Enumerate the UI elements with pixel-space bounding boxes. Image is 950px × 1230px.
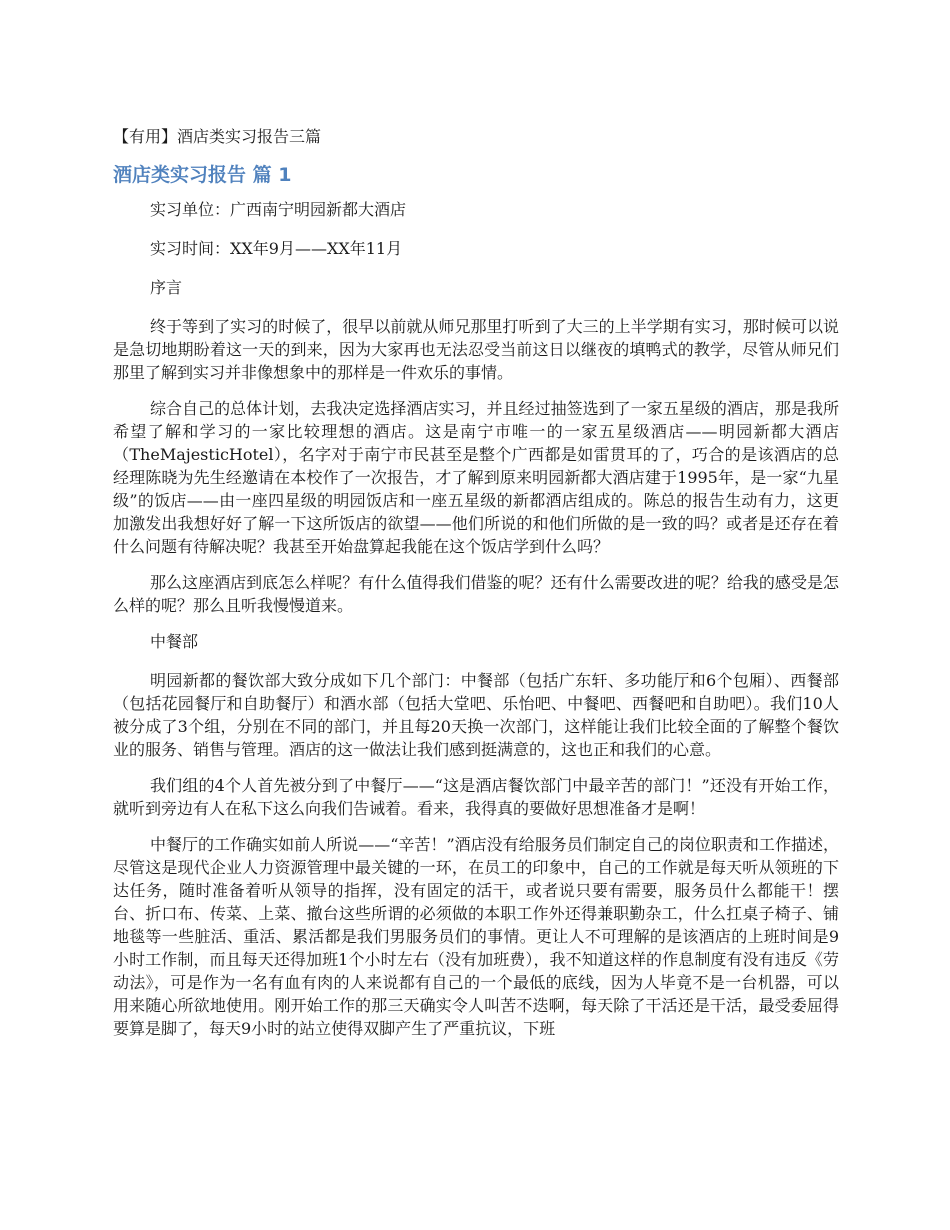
paragraph-body: 综合自己的总体计划，去我决定选择酒店实习，并且经过抽签选到了一家五星级的酒店，那是我所希望了解和学习的一家比较理想的酒店。这是南宁市唯一的一家五星级酒店——明园新都大酒店（TheMajesticHotel），名字对于南宁市民甚至是整个广西都是如雷贯耳的了，巧合的是该酒店的总经理陈晓为先生经邀请在本校作了一次报告，才了解到原来明园新都大酒店建于1995年，是一家“九星级”的饭店——由一座四星级的明园饭店和一座五星级的新都酒店组成的。陈总的报告生动有力，这更加激发出我想好好了解一下这所饭店的欲望——他们所说的和他们所做的是一致的吗？或者是还存在着什么问题有待解决呢？我甚至开始盘算起我能在这个饭店学到什么吗？ bbox=[113, 399, 839, 556]
paragraph-body: 中餐厅的工作确实如前人所说——“辛苦！”酒店没有给服务员们制定自己的岗位职责和工作描述，尽管这是现代企业人力资源管理中最关键的一环，在员工的印象中，自己的工作就是每天听从领班的下达任务，随时准备着听从领导的指挥，没有固定的活干，或者说只要有需要，服务员什么都能干！摆台、折口布、传菜、上菜、撤台这些所谓的必须做的本职工作外还得兼职勤杂工，什么扛桌子椅子、铺地毯等一些脏活、重活、累活都是我们男服务员们的事情。更让人不可理解的是该酒店的上班时间是9小时工作制，而且每天还得加班1个小时左右（没有加班费），我不知道这样的作息制度有没有违反《劳动法》，可是作为一名有血有肉的人来说都有自己的一个最低的底线，因为人毕竟不是一台机器，可以用来随心所欲地使用。刚开始工作的那三天确实令人叫苦不迭啊，每天除了干活还是干活，最受委屈得要算是脚了，每天9小时的站立使得双脚产生了严重抗议，下班 bbox=[113, 835, 839, 1038]
paragraph-internship-time: 实习时间：XX年9月——XX年11月 bbox=[150, 239, 403, 258]
paragraph-preface-heading: 序言 bbox=[150, 278, 183, 297]
paragraph-body: 那么这座酒店到底怎么样呢？有什么值得我们借鉴的呢？还有什么需要改进的呢？给我的感受是怎么样的呢？那么且听我慢慢道来。 bbox=[113, 573, 839, 615]
paragraph-body: 我们组的4个人首先被分到了中餐厅——“这是酒店餐饮部门中最辛苦的部门！”还没有开始工作，就听到旁边有人在私下这么向我们告诫着。看来，我得真的要做好思想准备才是啊！ bbox=[113, 776, 839, 818]
document-page bbox=[113, 126, 839, 1053]
paragraph-body: 终于等到了实习的时候了，很早以前就从师兄那里打听到了大三的上半学期有实习，那时候可以说是急切地期盼着这一天的到来，因为大家再也无法忍受当前这日以继夜的填鸭式的教学，尽管从师兄们那里了解到实习并非像想象中的那样是一件欢乐的事情。 bbox=[113, 317, 839, 382]
document-title: 【有用】酒店类实习报告三篇 bbox=[113, 127, 322, 146]
paragraph-subheading-chinese-restaurant: 中餐部 bbox=[150, 632, 199, 651]
paragraph-internship-unit: 实习单位：广西南宁明园新都大酒店 bbox=[150, 200, 407, 219]
section-heading: 酒店类实习报告 篇 1 bbox=[113, 164, 292, 186]
paragraph-body: 明园新都的餐饮部大致分成如下几个部门：中餐部（包括广东轩、多功能厅和6个包厢）、西餐部（包括花园餐厅和自助餐厅）和酒水部（包括大堂吧、乐怡吧、中餐吧、西餐吧和自助吧）。我们10人被分成了3个组，分别在不同的部门，并且每20天换一次部门，这样能让我们比较全面的了解整个餐饮业的服务、销售与管理。酒店的这一做法让我们感到挺满意的，这也正和我们的心意。 bbox=[113, 671, 839, 759]
